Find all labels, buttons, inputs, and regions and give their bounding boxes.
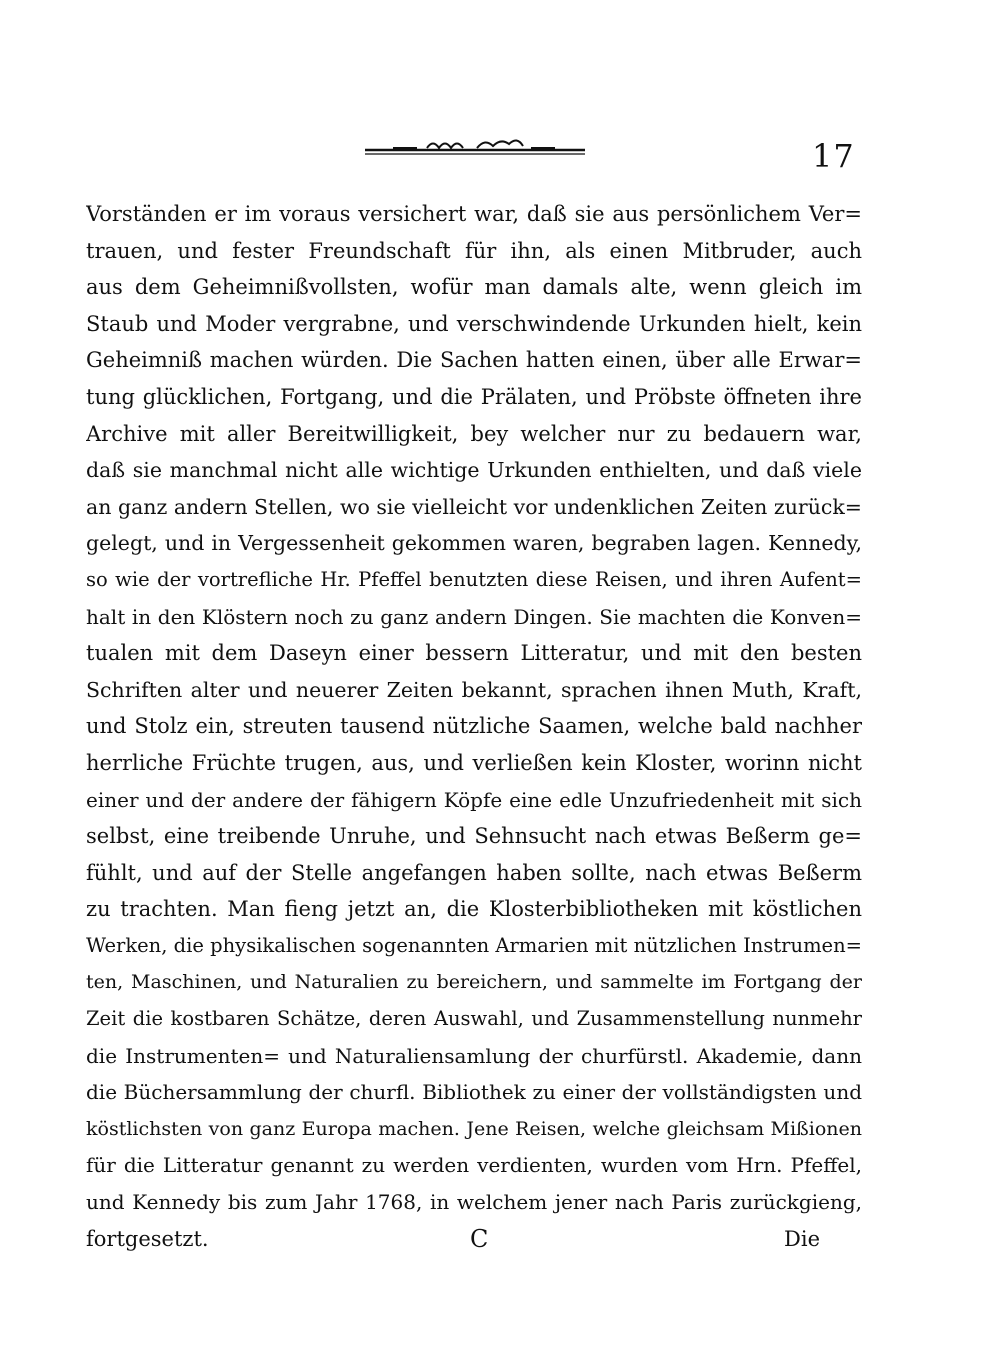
text-line: und Kennedy bis zum Jahr 1768, in welchem jener nach Paris zurückgieng, <box>86 1190 862 1215</box>
text-line: an ganz andern Stellen, wo sie vielleicht vor undenklichen Zeiten zurück= <box>86 494 862 519</box>
header-ornament <box>365 136 585 160</box>
last-line-text: fortgesetzt. <box>86 1226 209 1251</box>
text-line: ten, Maschinen, und Naturalien zu bereichern, und sammelte im Fortgang der <box>86 971 862 994</box>
text-line: Staub und Moder vergrabne, und verschwindende Urkunden hielt, kein <box>86 311 862 336</box>
catchword: Die <box>784 1226 820 1251</box>
text-line: zu trachten. Man fieng jetzt an, die Klosterbibliotheken mit köstlichen <box>86 897 862 922</box>
text-line: Werken, die physikalischen sogenannten Armarien mit nützlichen Instrumen= <box>86 933 862 957</box>
page-number: 17 <box>812 137 855 175</box>
text-line: trauen, und fester Freundschaft für ihn, als einen Mitbruder, auch <box>86 238 862 263</box>
text-line: aus dem Geheimnißvollsten, wofür man damals alte, wenn gleich im <box>86 275 862 300</box>
text-line: halt in den Klöstern noch zu ganz andern Dingen. Sie machten die Konven= <box>86 604 862 629</box>
text-line: tung glücklichen, Fortgang, und die Prälaten, und Pröbste öffneten ihre <box>86 384 862 409</box>
text-line: Archive mit aller Bereitwilligkeit, bey welcher nur zu bedauern war, <box>86 421 862 446</box>
text-line: und Stolz ein, streuten tausend nützliche Saamen, welche bald nachher <box>86 714 862 739</box>
text-line: die Büchersammlung der churfl. Bibliothek zu einer der vollständigsten und <box>86 1080 862 1105</box>
signature-mark: C <box>470 1224 489 1253</box>
text-line: für die Litteratur genannt zu werden verdienten, wurden vom Hrn. Pfeffel, <box>86 1153 862 1178</box>
last-text-line <box>86 1221 862 1258</box>
text-line: Schriften alter und neuerer Zeiten bekannt, sprachen ihnen Muth, Kraft, <box>86 677 862 702</box>
text-line: selbst, eine treibende Unruhe, und Sehnsucht nach etwas Beßerm ge= <box>86 824 862 849</box>
text-line: gelegt, und in Vergessenheit gekommen waren, begraben lagen. Kennedy, <box>86 531 862 556</box>
text-line: fühlt, und auf der Stelle angefangen haben sollte, nach etwas Beßerm <box>86 860 862 885</box>
text-line: Zeit die kostbaren Schätze, deren Auswahl, und Zusammenstellung nunmehr <box>86 1007 862 1031</box>
text-line: tualen mit dem Daseyn einer bessern Litteratur, und mit den besten <box>86 641 862 666</box>
text-line: herrliche Früchte trugen, aus, und verließen kein Kloster, worinn nicht <box>86 750 862 775</box>
text-line: Vorständen er im voraus versichert war, daß sie aus persönlichem Ver= <box>86 202 862 226</box>
text-line: daß sie manchmal nicht alle wichtige Urkunden enthielten, und daß viele <box>86 458 862 483</box>
text-line: so wie der vortrefliche Hr. Pfeffel benutzten diese Reisen, und ihren Aufent= <box>86 567 862 591</box>
text-line: die Instrumenten= und Naturaliensamlung der churfürstl. Akademie, dann <box>86 1043 862 1068</box>
text-line: einer und der andere der fähigern Köpfe eine edle Unzufriedenheit mit sich <box>86 787 862 812</box>
body-text <box>86 196 862 1257</box>
text-line: Geheimniß machen würden. Die Sachen hatten einen, über alle Erwar= <box>86 348 862 373</box>
text-line: köstlichsten von ganz Europa machen. Jene Reisen, welche gleichsam Mißionen <box>86 1117 862 1140</box>
